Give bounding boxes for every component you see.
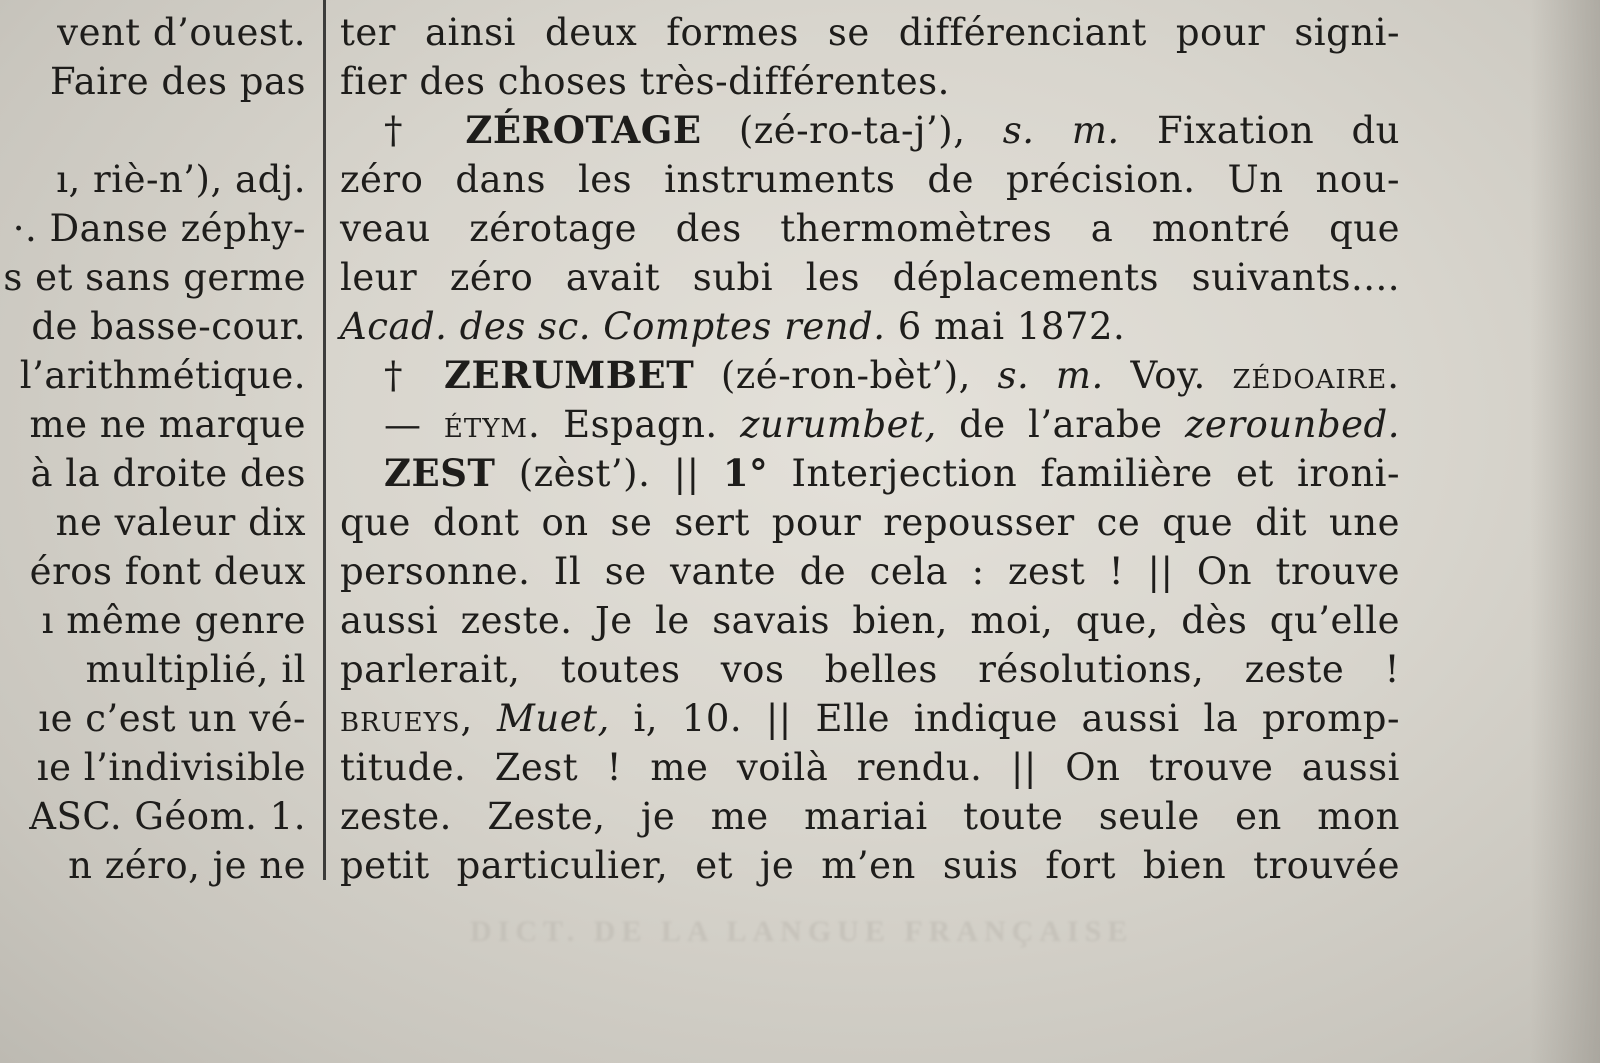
text-line: parlerait, toutes vos belles résolutions, zeste ! <box>340 648 1400 691</box>
etymology-word: zerounbed. <box>1184 403 1400 446</box>
left-line: ne valeur dix <box>55 501 306 544</box>
etymology-word: zurumbet, <box>740 403 937 446</box>
text-line: zeste. Zeste, je me mariai toute seule en mon <box>340 795 1400 838</box>
etymology-text: de l’arabe <box>936 403 1185 446</box>
definition-text: Interjection familière et ironi- <box>768 452 1400 495</box>
citation-line <box>340 302 1400 351</box>
left-line: ıe c’est un vé- <box>38 697 306 740</box>
dash-mark: — <box>384 403 444 446</box>
citation-work: Muet, <box>473 697 610 740</box>
column-divider <box>323 0 326 880</box>
citation-line <box>340 694 1400 743</box>
left-column <box>0 8 306 890</box>
text-line: fier des choses très-différentes. <box>340 60 950 103</box>
entry-zerotage <box>340 106 1400 155</box>
definition-text: Fixation du <box>1119 109 1401 152</box>
left-line: ı même genre <box>41 599 306 642</box>
entry-zerumbet <box>340 351 1400 400</box>
dagger-mark: † <box>384 109 466 152</box>
left-line: ıe l’indivisible <box>36 746 306 789</box>
text-line: titude. Zest ! me voilà rendu. || On trouve aussi <box>340 746 1400 789</box>
text-line: personne. Il se vante de cela : zest ! || On trouve <box>340 550 1400 593</box>
left-line: s et sans germe <box>3 256 306 299</box>
text-line: aussi zeste. Je le savais bien, moi, que, dès qu’elle <box>340 599 1400 642</box>
pronunciation: (zèst’). || <box>495 452 723 495</box>
left-line: n zéro, je ne <box>68 844 306 887</box>
left-line: ASC. Géom. 1. <box>29 795 306 838</box>
left-line: de basse-cour. <box>31 305 306 348</box>
left-line: multiplié, il <box>85 648 306 691</box>
citation-source: Acad. des sc. Comptes rend. <box>340 305 886 348</box>
left-line: vent d’ouest. <box>57 11 306 54</box>
left-line: ı, riè-n’), adj. <box>56 158 306 201</box>
left-line: ·. Danse zéphy- <box>12 207 306 250</box>
grammar-label: s. m. <box>1002 109 1120 152</box>
footer-bleed-through: DICT. DE LA LANGUE FRANÇAISE <box>470 915 1134 948</box>
text-line: ter ainsi deux formes se différenciant pour signi- <box>340 11 1400 54</box>
etymology-line <box>340 400 1400 449</box>
left-line <box>0 106 306 155</box>
left-line: me ne marque <box>29 403 306 446</box>
sense-number: 1° <box>722 451 769 495</box>
citation-text: i, 10. || Elle indique aussi la promp- <box>609 697 1400 740</box>
etymology-label: étym. <box>443 403 541 446</box>
left-line: éros font deux <box>29 550 306 593</box>
text-line: que dont on se sert pour repousser ce que dit une <box>340 501 1400 544</box>
see-also-text: Voy. <box>1103 354 1233 397</box>
left-line: à la droite des <box>30 452 306 495</box>
left-line: l’arithmétique. <box>19 354 306 397</box>
entry-zest <box>340 449 1400 498</box>
grammar-label: s. m. <box>997 354 1104 397</box>
right-column <box>340 8 1400 890</box>
pronunciation: (zé-ro-ta-j’), <box>701 109 1003 152</box>
left-line: Faire des pas <box>50 60 306 103</box>
text-line: petit particulier, et je m’en suis fort bien trouvée <box>340 844 1400 887</box>
headword-zerotage: ZÉROTAGE <box>465 108 702 152</box>
pronunciation: (zé-ron-bèt’), <box>694 354 998 397</box>
cross-reference: zédoaire. <box>1232 354 1401 397</box>
etymology-text: Espagn. <box>540 403 741 446</box>
dagger-mark: † <box>384 354 445 397</box>
citation-author: brueys, <box>340 697 474 740</box>
text-line: veau zérotage des thermomètres a montré que <box>340 207 1400 250</box>
text-line: zéro dans les instruments de précision. Un nou- <box>340 158 1400 201</box>
citation-date: 6 mai 1872. <box>885 305 1126 348</box>
headword-zest: ZEST <box>384 451 496 495</box>
headword-zerumbet: ZERUMBET <box>444 353 695 397</box>
text-line: leur zéro avait subi les déplacements suivants.... <box>340 256 1400 299</box>
